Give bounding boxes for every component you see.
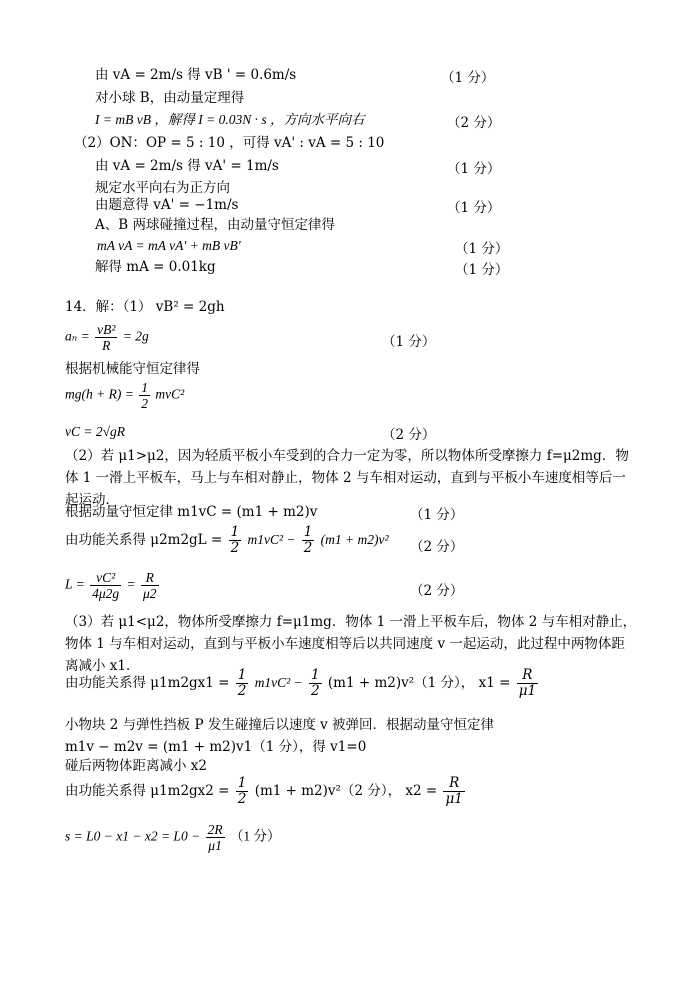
line-s-result: s = L0 − x1 − x2 = L0 − $\frac{2R}{\mu 1}$ （1 分） — [65, 822, 281, 853]
score: （1 分） — [447, 200, 501, 216]
line-va-neg: 由题意得 vA' = −1m/s — [95, 197, 239, 213]
paragraph-case-2: （2）若 μ1>μ2，因为轻质平板小车受到的合力一定为零，所以物体所受摩擦力 f=μ2mg．物体 1 一滑上平板车，马上与车相对静止，物体 2 与车相对运动，直到与平板小车速度相等后一起运动． — [65, 448, 629, 508]
line-ball-b: 对小球 B，由动量定理得 — [95, 90, 245, 106]
line-momentum-v1: m1v − m2v = (m1 + m2)v1（1 分），得 v1=0 — [65, 739, 367, 755]
line-va-vb: 由 vA = 2m/s 得 vB ' = 0.6m/s — [95, 67, 297, 83]
score: （1 分） — [382, 334, 436, 350]
line-work-energy-x2: 由功能关系得 μ1m2gx2 = $\frac{1}{2}$ (m1 + m2)v²（2 分）， x2 = $\frac{R}{\mu 1}$ — [65, 775, 463, 807]
score: （1 分） — [455, 262, 509, 278]
line-an: aₙ = $\frac{\text{vB²}}{R}$ = 2g — [65, 322, 149, 353]
score: （1 分） — [447, 161, 501, 177]
paragraph-case-3: （3）若 μ1<μ2，物体所受摩擦力 f=μ1mg．物体 1 一滑上平板车后，物体 2 与车相对静止，物体 1 与车相对运动，直到与平板小车速度相等后以共同速度 v 一起运动，此过程中两物体距离减小 x1． — [65, 614, 637, 674]
line-impulse: I = mB vB ，解得 I = 0.03N · s ，方向水平向右 — [95, 112, 365, 127]
line-x2-intro: 碰后两物体距离减小 x2 — [65, 758, 207, 774]
line-L-result: L = $\frac{\text{vC²}}{4\mu 2g}$ = $\frac{R}{\mu 2}$ — [65, 570, 157, 601]
line-va-prime: 由 vA = 2m/s 得 vA' = 1m/s — [95, 158, 279, 174]
score: （1 分） — [410, 507, 464, 523]
line-momentum-conservation: 根据动量守恒定律 m1vC = (m1 + m2)v — [65, 504, 318, 520]
line-work-energy-x1: 由功能关系得 μ1m2gx1 = $\frac{1}{2}$ m1vC² − $\frac{1}{2}$ (m1 + m2)v²（1 分）， x1 = $\frac{R}{\mu 1}$ — [65, 667, 537, 699]
line-vc: vC = 2√gR — [65, 424, 126, 439]
line-momentum: A、B 两球碰撞过程，由动量守恒定律得 — [95, 217, 335, 233]
score: （1 分） — [441, 70, 495, 86]
line-ratio: （2）ON：OP = 5 : 10 ，可得 vA' : vA = 5 : 10 — [74, 135, 385, 151]
score: （1 分） — [455, 241, 509, 257]
score: （2 分） — [447, 115, 501, 131]
line-momentum-eq: mA vA = mA vA' + mB vB' — [97, 238, 241, 253]
line-energy: 根据机械能守恒定律得 — [65, 361, 200, 377]
problem-14-heading: 14．解：（1） vB² = 2gh — [65, 299, 225, 315]
line-rebound: 小物块 2 与弹性挡板 P 发生碰撞后以速度 v 被弹回．根据动量守恒定律 — [65, 717, 495, 733]
line-direction: 规定水平向右为正方向 — [95, 180, 230, 196]
score: （2 分） — [410, 539, 464, 555]
line-work-energy-L: 由功能关系得 μ2m2gL = $\frac{1}{2}$ m1vC² − $\frac{1}{2}$ (m1 + m2)v² — [65, 524, 389, 556]
score: （2 分） — [382, 427, 436, 443]
score: （2 分） — [410, 583, 464, 599]
line-ma: 解得 mA = 0.01kg — [95, 259, 216, 275]
line-energy-eq: mg(h + R) = $\frac{1}{2}$ mvC² — [65, 380, 185, 411]
